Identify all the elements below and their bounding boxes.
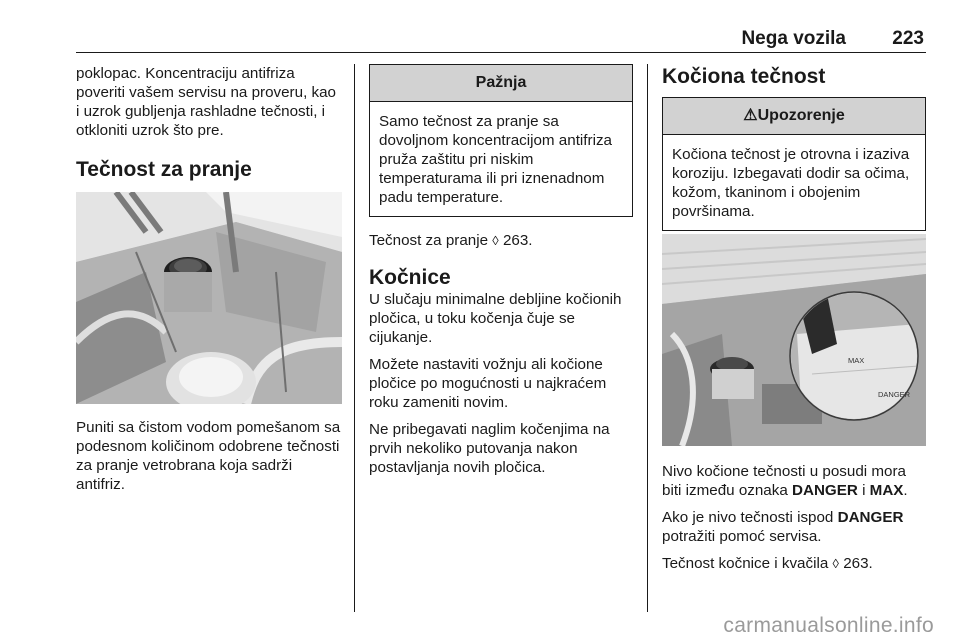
column-1-lower bbox=[76, 418, 342, 502]
notice-box bbox=[369, 64, 633, 217]
intro-paragraph: poklopac. Koncentraciju antifriza poveriti vašem servisu na proveru, kao i uzrok gubljenja rashladne tečnosti, i otkloniti uzrok što pre. bbox=[76, 65, 336, 139]
brake-fluid-level-text: Nivo kočione tečnosti u posudi mora biti između oznaka DANGER i MAX. bbox=[662, 463, 908, 499]
section-title: Nega vozila bbox=[741, 28, 846, 49]
danger-mark-label: DANGER bbox=[878, 390, 911, 399]
warning-body: Kočiona tečnost je otrovna i izaziva koroziju. Izbegavati dodir sa očima, kožom, tkaninom i obojenim površinama. bbox=[672, 146, 910, 220]
brakes-paragraph-3: Ne pribegavati naglim kočenjima na prvih nekoliko putovanja nakon postavljanja novih pločica. bbox=[369, 421, 610, 476]
brakes-paragraph-1: U slučaju minimalne debljine kočionih pločica, u toku kočenja čuje se cijukanje. bbox=[369, 291, 622, 346]
warning-icon: ⚠ bbox=[743, 107, 758, 124]
warning-box bbox=[662, 97, 926, 231]
brake-fluid-service-text: Ako je nivo tečnosti ispod DANGER potražiti pomoć servisa. bbox=[662, 509, 904, 545]
brake-fluid-reference: Tečnost kočnice i kvačila ◊ 263. bbox=[662, 555, 873, 572]
page-ref-icon: ◊ bbox=[832, 556, 839, 571]
washer-fluid-reference: Tečnost za pranje ◊ 263. bbox=[369, 232, 533, 249]
notice-title: Pažnja bbox=[370, 65, 632, 102]
watermark: carmanualsonline.info bbox=[723, 614, 934, 637]
column-3 bbox=[662, 64, 926, 231]
brake-fluid-heading: Kočiona tečnost bbox=[662, 65, 826, 88]
column-divider-1 bbox=[354, 64, 355, 612]
notice-body: Samo tečnost za pranje sa dovoljnom koncentracijom antifriza pruža zaštitu pri niskim temperaturama ili pri iznenadnom padu temperature. bbox=[379, 113, 612, 206]
max-mark-label: MAX bbox=[848, 356, 865, 365]
brakes-paragraph-2: Možete nastaviti vožnju ali kočione pločice po mogućnosti u najkraćem roku zameniti novim. bbox=[369, 356, 607, 411]
page-number: 223 bbox=[892, 28, 924, 49]
column-1 bbox=[76, 64, 342, 183]
page-header bbox=[76, 28, 926, 53]
washer-fluid-image bbox=[76, 192, 342, 404]
column-divider-2 bbox=[647, 64, 648, 612]
brake-fluid-image bbox=[662, 234, 926, 446]
column-3-lower bbox=[662, 462, 926, 581]
brakes-heading: Kočnice bbox=[369, 266, 451, 289]
washer-fluid-heading: Tečnost za pranje bbox=[76, 158, 252, 181]
washer-fluid-text: Puniti sa čistom vodom pomešanom sa podesnom količinom odobrene tečnosti za pranje vetrobrana koja sadrži antifriz. bbox=[76, 419, 341, 493]
column-2 bbox=[369, 64, 633, 485]
page-ref-icon: ◊ bbox=[492, 233, 499, 248]
warning-title: ⚠Upozorenje bbox=[663, 98, 925, 135]
